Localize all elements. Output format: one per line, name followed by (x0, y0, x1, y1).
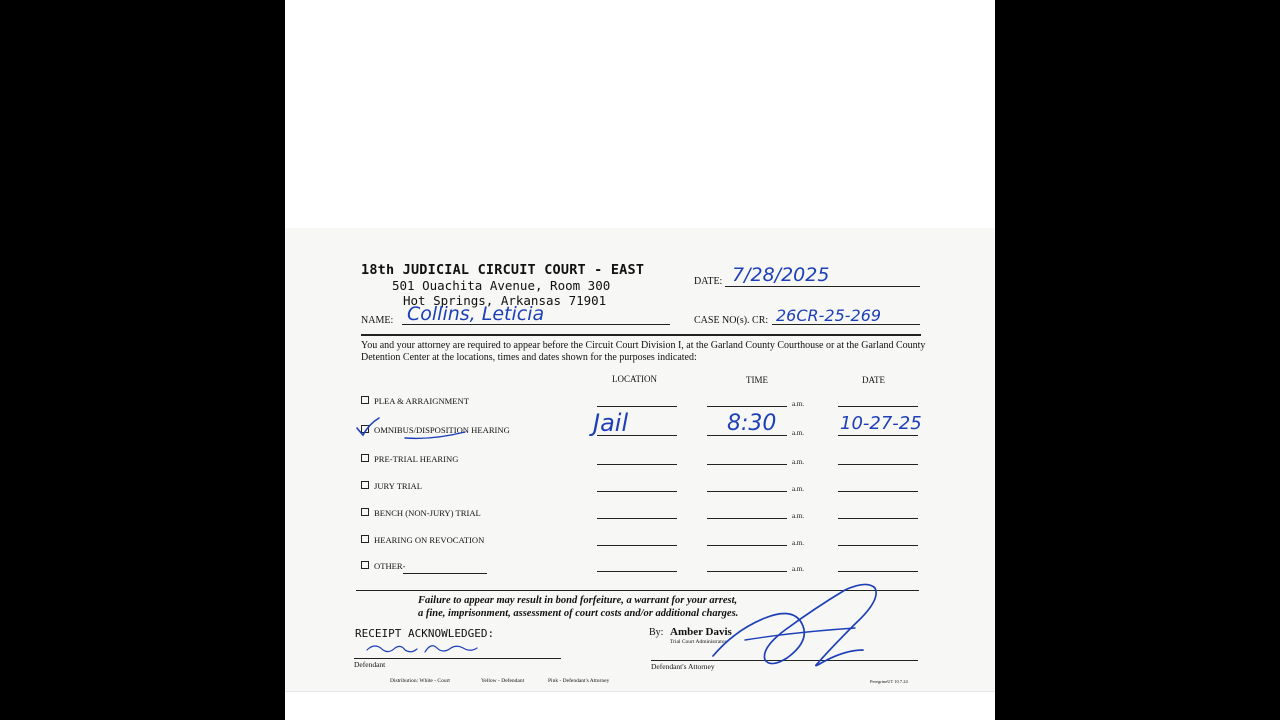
date-line (838, 464, 918, 465)
date-handwritten-cell: 10-27-25 (840, 413, 922, 434)
hearing-type-text: HEARING ON REVOCATION (374, 535, 485, 545)
court-name: 18th JUDICIAL CIRCUIT COURT - EAST (361, 262, 645, 278)
attorney-signature (705, 578, 885, 670)
date-line (838, 435, 918, 436)
location-line (597, 571, 677, 572)
administrator-name: Amber Davis (670, 626, 732, 638)
checkbox[interactable] (361, 454, 369, 462)
date-line (838, 491, 918, 492)
name-label: NAME: (361, 315, 394, 326)
intro-text: You and your attorney are required to appear before the Circuit Court Division I, at the Garland County Courthouse or at the Garland County Detention Center at the locations, times and dates shown for the purposes indicated: (361, 340, 926, 363)
defendant-signature-line (354, 658, 561, 659)
form-id: PeregrineUT 10.7.24 (870, 679, 908, 684)
case-number-label: CASE NO(s). CR: (694, 315, 769, 326)
date-line (838, 406, 918, 407)
checkbox[interactable] (361, 535, 369, 543)
location-handwritten: Jail (593, 409, 629, 437)
defendant-label: Defendant (354, 660, 386, 669)
date-underline (725, 286, 920, 287)
column-location: LOCATION (612, 374, 657, 384)
location-line (597, 491, 677, 492)
time-handwritten: 8:30 (727, 411, 777, 436)
hearing-row-label (361, 535, 484, 545)
date-line (838, 571, 918, 572)
by-label: By: (649, 627, 664, 638)
hearing-type-text: JURY TRIAL (374, 481, 422, 491)
other-underline (403, 573, 487, 574)
checkbox[interactable] (361, 481, 369, 489)
hearing-type-text: PLEA & ARRAIGNMENT (374, 396, 470, 406)
document-viewport (285, 0, 995, 720)
location-line (597, 464, 677, 465)
column-date: DATE (862, 375, 885, 385)
time-line (707, 464, 787, 465)
time-line (707, 545, 787, 546)
am-label: a.m. (792, 565, 805, 573)
location-line (597, 406, 677, 407)
hearing-row-label (361, 508, 481, 518)
am-label: a.m. (792, 485, 805, 493)
am-label: a.m. (792, 458, 805, 466)
distribution-pink: Pink - Defendant's Attorney (548, 678, 610, 684)
time-line (707, 571, 787, 572)
hearing-row-label (361, 481, 422, 491)
am-label: a.m. (792, 429, 805, 437)
hearing-type-text: PRE-TRIAL HEARING (374, 454, 459, 464)
header-divider (361, 334, 921, 336)
date-line (838, 518, 918, 519)
court-address-line1: 501 Ouachita Avenue, Room 300 (392, 278, 611, 293)
defendant-signature (365, 636, 485, 658)
court-notice-form (285, 228, 995, 692)
hearing-type-text: OMNIBUS/DISPOSITION HEARING (374, 425, 510, 435)
location-line (597, 518, 677, 519)
am-label: a.m. (792, 539, 805, 547)
date-line (838, 545, 918, 546)
hearing-row-label (361, 396, 469, 406)
am-label: a.m. (792, 512, 805, 520)
administrator-title: Trial Court Administrator (670, 639, 727, 645)
court-address-line2: Hot Springs, Arkansas 71901 (403, 293, 607, 308)
hearing-type-text: OTHER- (374, 561, 406, 571)
notice-text (418, 594, 738, 620)
notice-line1: Failure to appear may result in bond forfeiture, a warrant for your arrest, (418, 595, 738, 606)
hearing-row-label (361, 561, 406, 571)
distribution-yellow: Yellow - Defendant (481, 678, 525, 684)
receipt-acknowledged-label: RECEIPT ACKNOWLEDGED: (355, 627, 495, 640)
am-label: a.m. (792, 400, 805, 408)
time-line (707, 406, 787, 407)
checkbox[interactable] (361, 508, 369, 516)
time-line (707, 518, 787, 519)
checkmark-icon (355, 416, 385, 436)
date-handwritten: 7/28/2025 (732, 264, 830, 286)
checkbox[interactable] (361, 561, 369, 569)
name-handwritten: Collins, Leticia (407, 303, 545, 325)
location-line (597, 545, 677, 546)
time-line (707, 491, 787, 492)
underline-stroke-icon (403, 430, 473, 442)
column-time: TIME (746, 375, 768, 385)
attorney-label: Defendant's Attorney (651, 662, 715, 671)
checkbox[interactable] (361, 396, 369, 404)
date-label: DATE: (694, 276, 723, 287)
hearing-type-text: BENCH (NON-JURY) TRIAL (374, 508, 481, 518)
hearing-row-label (361, 454, 458, 464)
notice-line2: a fine, imprisonment, assessment of court costs and/or additional charges. (418, 608, 739, 619)
distribution-white: Distribution: White - Court (390, 678, 450, 684)
case-number-handwritten: 26CR-25-269 (776, 306, 882, 325)
